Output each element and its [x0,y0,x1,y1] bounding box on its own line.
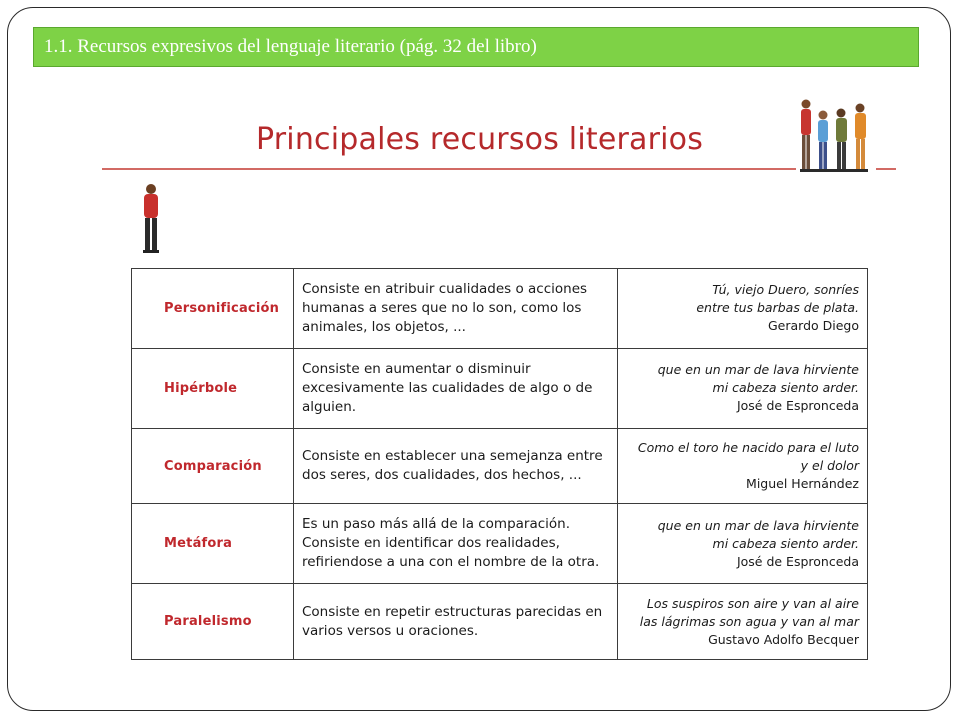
literary-devices-table [131,268,868,660]
table-row [132,428,868,504]
example-author: José de Espronceda [736,398,859,414]
example-line: Como el toro he nacido para el luto [637,440,859,456]
term-cell: Hipérbole [132,348,294,428]
example-line: entre tus barbas de plata. [696,300,859,316]
term-cell: Paralelismo [132,584,294,660]
slide-title: 1.1. Recursos expresivos del lenguaje literario (pág. 32 del libro) [44,36,537,57]
example-cell [618,348,868,428]
table-row [132,584,868,660]
example-cell [618,269,868,349]
example-line: mi cabeza siento arder. [712,535,859,551]
definition-cell: Consiste en repetir estructuras parecidas en varios versos u oraciones. [294,584,618,660]
definition-cell: Es un paso más allá de la comparación. Consiste en identificar dos realidades, refiriendose a una con el nombre de la otra. [294,504,618,584]
example-author: José de Espronceda [736,553,859,569]
slide-header [33,27,919,67]
table-row [132,348,868,428]
example-line: mi cabeza siento arder. [712,380,859,396]
kids-group-illustration [792,96,876,178]
example-line: y el dolor [800,458,859,474]
example-line: las lágrimas son agua y van al mar [639,613,859,629]
definition-cell: Consiste en aumentar o disminuir excesivamente las cualidades de algo o de alguien. [294,348,618,428]
example-author: Miguel Hernández [746,476,859,492]
title-underline [102,168,796,170]
example-line: que en un mar de lava hirviente [657,517,859,533]
title-underline-right [876,168,896,170]
example-line: que en un mar de lava hirviente [657,362,859,378]
example-cell [618,428,868,504]
book-title: Principales recursos literarios [256,122,704,157]
definition-cell: Consiste en atribuir cualidades o acciones humanas a seres que no lo son, como los animales, los objetos, ... [294,269,618,349]
table-row [132,269,868,349]
example-cell [618,504,868,584]
example-line: Los suspiros son aire y van al aire [646,595,859,611]
table-row [132,504,868,584]
example-cell [618,584,868,660]
definition-cell: Consiste en establecer una semejanza entre dos seres, dos cualidades, dos hechos, ... [294,428,618,504]
example-author: Gustavo Adolfo Becquer [708,631,859,647]
example-line: Tú, viejo Duero, sonríes [712,282,859,298]
term-cell: Metáfora [132,504,294,584]
term-cell: Comparación [132,428,294,504]
example-author: Gerardo Diego [767,318,859,334]
term-cell: Personificación [132,269,294,349]
girl-illustration [138,183,164,257]
